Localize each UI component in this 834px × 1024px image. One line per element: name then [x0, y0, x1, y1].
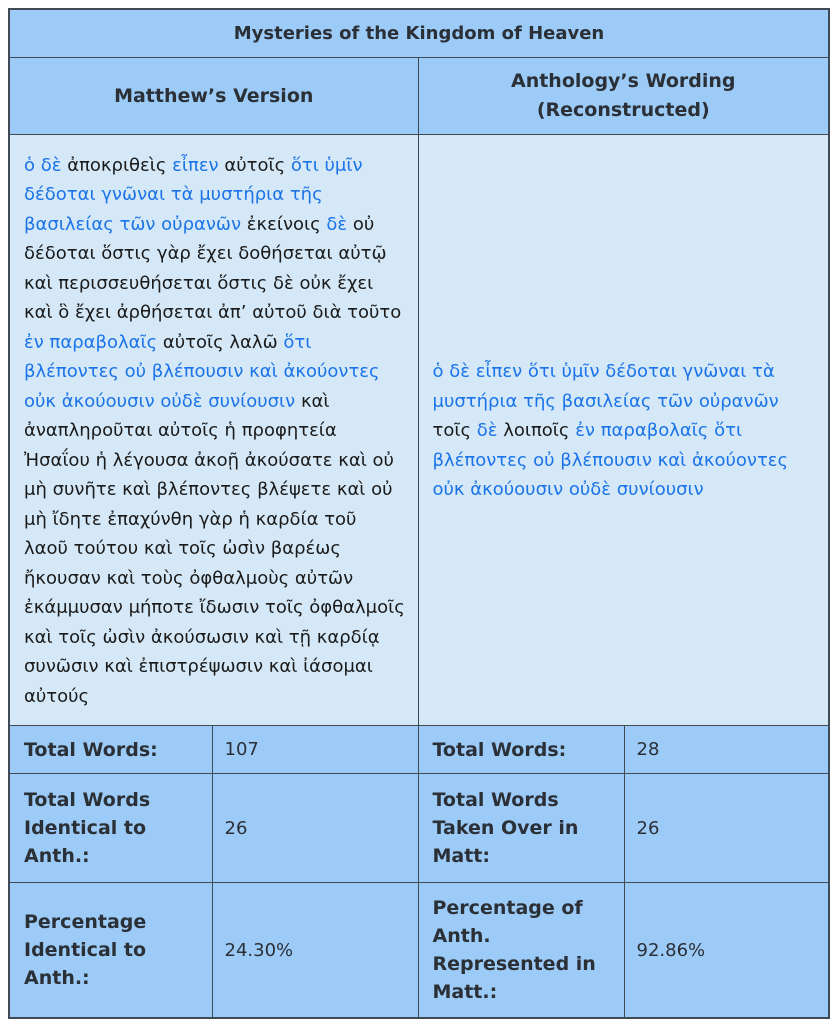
anthology-segment: δὲ: [476, 420, 498, 442]
matthew-segment: ἐκείνοις: [241, 213, 327, 235]
matthew-segment: αὐτοῖς λαλῶ: [157, 331, 284, 353]
matthew-greek-text: [9, 135, 418, 726]
matthew-identical-words-value: 26: [212, 774, 418, 883]
table-title: Mysteries of the Kingdom of Heaven: [9, 9, 829, 58]
anthology-segment: ἐν παραβολαῖς ὅτι βλέποντες οὐ βλέπουσιν καὶ ἀκούοντες οὐκ ἀκούουσιν οὐδὲ συνίουσιν: [432, 420, 789, 501]
matthew-segment: καὶ ἀναπληροῦται αὐτοῖς ἡ προφητεία Ἠσαΐου ἡ λέγουσα ἀκοῇ ἀκούσατε καὶ οὐ μὴ συνῆτε καὶ βλέποντες βλέψετε καὶ οὐ μὴ ἴδητε ἐπαχύνθη γὰρ ἡ καρδία τοῦ λαοῦ τούτου καὶ τοῖς ὠσὶν βαρέως ἤκουσαν καὶ τοὺς ὀφθαλμοὺς αὐτῶν ἐκάμμυσαν μήποτε ἴδωσιν τοῖς ὀφθαλμοῖς καὶ τοῖς ὠσὶν ἀκούσωσιν καὶ τῇ καρδίᾳ συνῶσιν καὶ ἐπιστρέψωσιν καὶ ἰάσομαι αὐτούς: [24, 390, 405, 707]
matthew-identical-words-label: Total Words Identical to Anth.:: [9, 774, 212, 883]
comparison-table-wrapper: [8, 8, 828, 1019]
anthology-taken-over-value: 26: [624, 774, 829, 883]
anthology-total-words-value: 28: [624, 726, 829, 774]
matthew-percentage-label: Percentage Identical to Anth.:: [9, 883, 212, 1019]
anthology-segment: τοῖς: [432, 420, 477, 442]
matthew-segment: δὲ: [326, 213, 348, 235]
anthology-percentage-value: 92.86%: [624, 883, 829, 1019]
anthology-taken-over-label: Total Words Taken Over in Matt:: [418, 774, 624, 883]
anthology-greek-text: [418, 135, 829, 726]
comparison-table: [8, 8, 830, 1019]
anthology-percentage-label: Percentage of Anth. Represented in Matt.:: [418, 883, 624, 1019]
matthew-segment: ὅτι ὑμῖν δέδοται γνῶναι τὰ μυστήρια τῆς βασιλείας τῶν οὐρανῶν: [24, 154, 363, 235]
matthew-version-header: Matthew’s Version: [9, 58, 418, 135]
matthew-percentage-value: 24.30%: [212, 883, 418, 1019]
matthew-segment: ἐν παραβολαῖς: [24, 331, 158, 353]
anthology-wording-header: Anthology’s Wording (Reconstructed): [418, 58, 829, 135]
matthew-segment: εἶπεν: [172, 154, 219, 176]
matthew-total-words-label: Total Words:: [9, 726, 212, 774]
matthew-segment: ὁ δὲ: [24, 154, 62, 176]
anthology-segment: ὁ δὲ εἶπεν ὅτι ὑμῖν δέδοται γνῶναι τὰ μυστήρια τῆς βασιλείας τῶν οὐρανῶν: [432, 361, 779, 412]
anthology-segment: λοιποῖς: [497, 420, 576, 442]
matthew-segment: οὐ δέδοται ὅστις γὰρ ἔχει δοθήσεται αὐτῷ καὶ περισσευθήσεται ὅστις δὲ οὐκ ἔχει καὶ ὃ ἔχει ἀρθήσεται ἀπ’ αὐτοῦ διὰ τοῦτο: [24, 213, 402, 324]
matthew-segment: ἀποκριθεὶς: [61, 154, 173, 176]
anthology-total-words-label: Total Words:: [418, 726, 624, 774]
matthew-segment: αὐτοῖς: [218, 154, 291, 176]
matthew-total-words-value: 107: [212, 726, 418, 774]
matthew-segment: ὅτι βλέποντες οὐ βλέπουσιν καὶ ἀκούοντες οὐκ ἀκούουσιν οὐδὲ συνίουσιν: [24, 331, 380, 412]
